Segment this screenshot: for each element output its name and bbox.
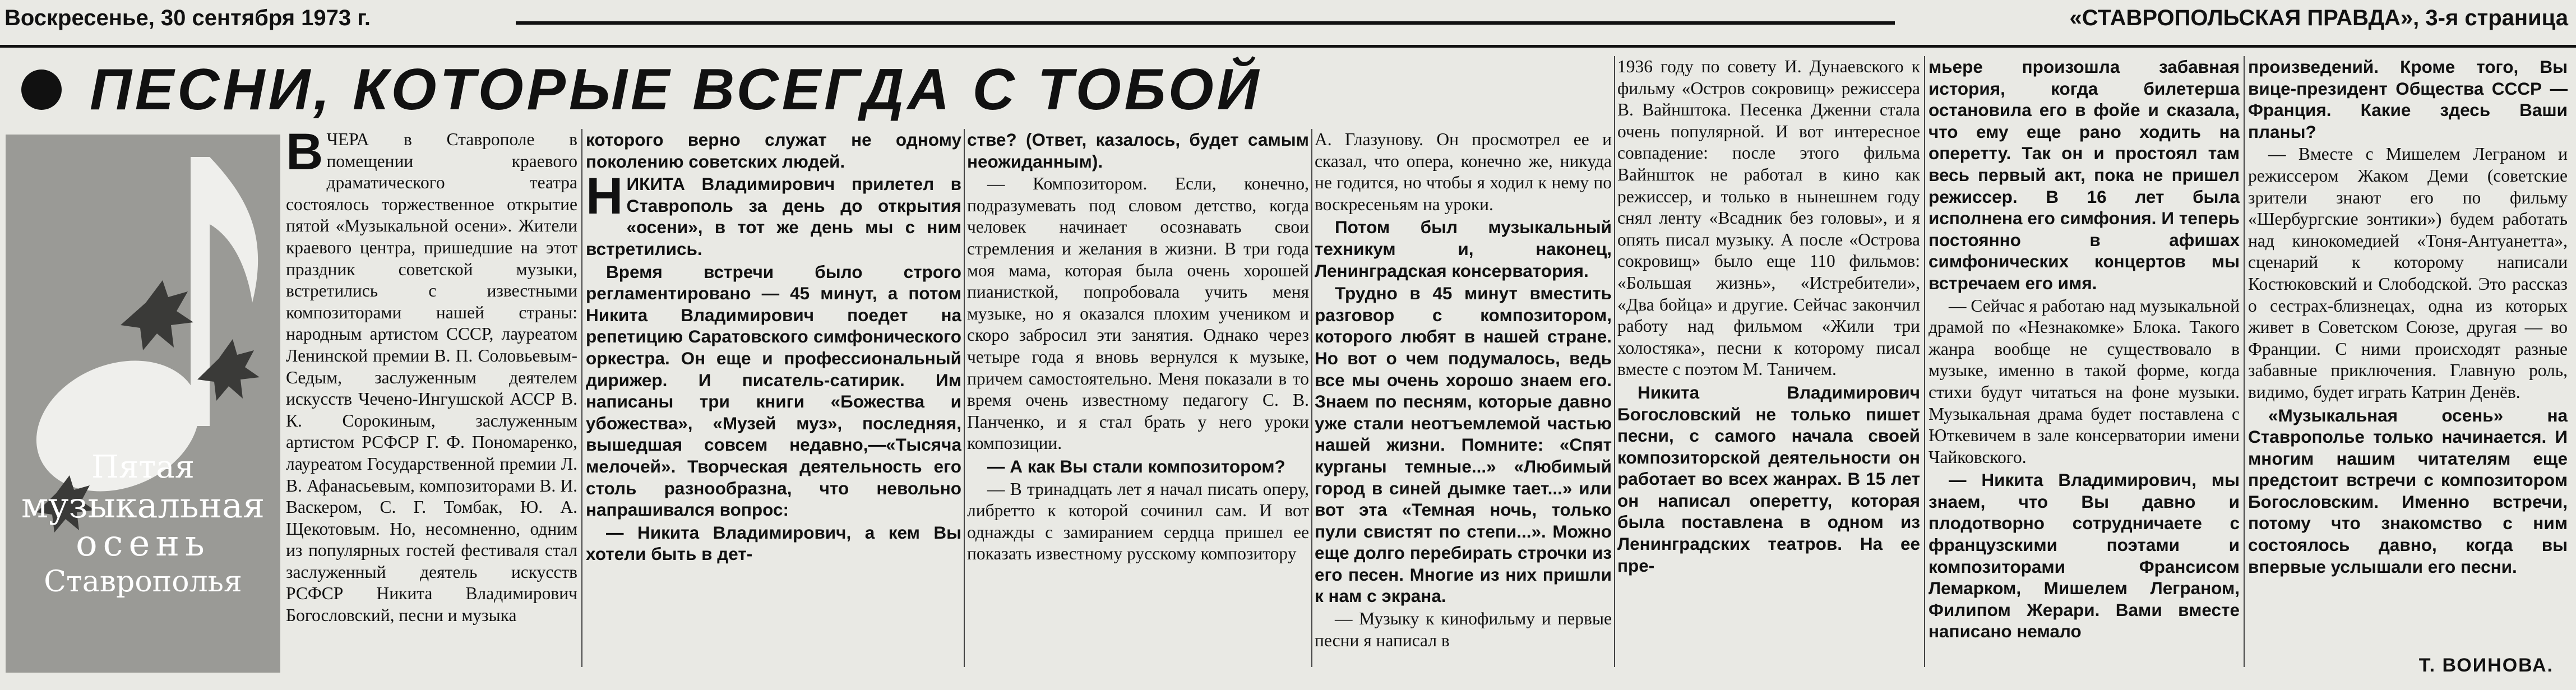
column-divider <box>1924 56 1925 667</box>
column-divider <box>2244 56 2245 667</box>
column-paragraph: Время встречи было строго регламентировано — 45 минут, а потом Никита Владимирович поедет на репетицию Саратовского симфонического оркестра. Он еще и профессиональный дирижер. И писатель-сатирик. Им написаны три книги «Божества и убожества», «Музей муз», последняя, вышедшая совсем недавно,—«Тысяча мелочей». Творческая деятельность его столь разнообразна, что невольно напрашивался вопрос: <box>586 261 961 520</box>
column-paragraph: Никита Владимирович Богословский не только пишет песни, с самого начала своей композиторской деятельности он работает во всех жанрах. В 15 лет он написал оперетту, которая была поставлена в одном из Ленинградских театров. На ее пре- <box>1617 382 1920 576</box>
column-6 <box>1928 56 2240 667</box>
dateline-date: Воскресенье, 30 сентября 1973 г. <box>4 6 371 30</box>
column-divider <box>964 129 965 667</box>
column-divider <box>1614 56 1615 667</box>
column-paragraph: — Сейчас я работаю над музыкальной драмой по «Незнакомке» Блока. Такого жанра вообще не существовало в музыке, именно в такой форме, когда стихи будут читаться на фоне музыки. Музыкальная драма будет поставлена с Юткевичем в зале консерватории имени Чайковского. <box>1928 295 2240 467</box>
dropcap: В <box>286 129 323 180</box>
dropcap: Н <box>586 168 623 225</box>
column-7 <box>2248 56 2568 667</box>
column-paragraph: «Музыкальная осень» на Ставрополье только начинается. И многим нашим читателям еще предстоит встречи с композитором Богословским. Именно встречи, потому что знакомство с ним состоялось давно, когда вы впервые услышали его песни. <box>2248 405 2568 577</box>
column-5 <box>1617 56 1920 667</box>
column-divider <box>581 129 582 667</box>
column-paragraph: А. Глазунову. Он просмотрел ее и сказал, что опера, конечно же, никуда не годится, но чтобы я ходил к нему по воскресеньям на уроки. <box>1315 129 1612 214</box>
column-4 <box>1315 129 1612 667</box>
column-paragraph: — Никита Владимирович, мы знаем, что Вы давно и плодотворно сотрудничаете с французскими поэтами и композиторами Франсисом Лемарком, Мишелем Леграном, Филипом Жерари. Вами вместе написано немало <box>1928 470 2240 642</box>
column-paragraph <box>286 129 577 627</box>
column-3 <box>967 129 1309 667</box>
column-paragraph: — В тринадцать лет я начал писать оперу, либретто к которой сочинил сам. И вот однажды с замиранием сердца пришел ее показать известному русскому композитору <box>967 479 1309 564</box>
column-2 <box>586 129 961 667</box>
dateline-rule <box>516 21 1895 25</box>
dateline <box>0 0 2576 48</box>
author-signature: Т. ВОИНОВА. <box>2418 655 2554 676</box>
column-paragraph: — Музыку к кинофильму и первые песни я написал в <box>1315 609 1612 650</box>
column-paragraph: Трудно в 45 минут вместить разговор с композитором, которого любят в нашей стране. Но вот о чем подумалось, ведь все мы очень хорошо знаем его. Знаем по песням, которые давно уже стали неотъемлемой частью нашей жизни. Помните: «Спят курганы темные...» «Любимый город в синей дымке тает...» или вот эта «Темная ночь, только пули свистят по степи...». Можно еще долго перебирать строчки из его песен. Многие из них пришли к нам с экрана. <box>1315 283 1612 606</box>
column-paragraph: — Никита Владимирович, а кем Вы хотели быть в дет- <box>586 522 961 564</box>
column-paragraph: 1936 году по совету И. Дунаевского к фильму «Остров сокровищ» режиссера В. Вайнштока. Песенка Дженни стала очень популярной. И вот интересное совпадение: после этого фильма Вайншток не работал в кино как режиссер, и только в нынешнем году снял ленту «Всадник без головы», и я опять писал музыку. А после «Острова сокровищ» было еще 110 фильмов: «Большая жизнь», «Истребители», «Два бойца» и другие. Сейчас закончил работу над фильмом «Жили три холостяка», песни к которому писал вместе с поэтом М. Таничем. <box>1617 57 1920 379</box>
article-headline: ПЕСНИ, КОТОРЫЕ ВСЕГДА С ТОБОЙ <box>90 57 1262 122</box>
column-1 <box>286 129 577 667</box>
column-paragraph <box>586 168 961 260</box>
headline-bullet <box>21 70 62 110</box>
festival-logo <box>6 135 280 673</box>
paragraph-text: ЧЕРА в Ставрополе в помещении краевого драматического театра состоялось торжественное открытие пятой «Музыкальной осени». Жители краевого центра, пришедшие на этот праздник советской музыки, встретились с известными композиторами нашей страны: народным артистом СССР, лауреатом Ленинской премии В. П. Соловьевым-Седым, заслуженным деятелем искусств Чечено-Ингушской АССР В. К. Сорокиным, заслуженным артистом РСФСР Г. Ф. Пономаренко, лауреатом Государственной премии Л. В. Афанасьевым, композиторами В. И. Васкером, С. Г. Томбак, Ю. А. Щекотовым. Но, несомненно, одним из популярных гостей фестиваля стал заслуженный деятель искусств РСФСР Никита Владимирович Богословский, песни и музыка <box>286 129 577 626</box>
column-paragraph: произведений. Кроме того, Вы вице-президент Общества СССР — Франция. Какие здесь Ваши планы? <box>2248 57 2568 142</box>
column-paragraph: — Вместе с Мишелем Леграном и режиссером Жаком Деми (советские зрители знают его по фильму «Шербургские зонтики») будем работать над кинокомедией «Тоня-Антуанетта», сценарий к которому написали Костюковский и Слободской. Это рассказ о сестрах-близнецах, одна из которых живет в Советском Союзе, другая — во Франции. С ними происходят разные забавные приключения. Главную роль, видимо, будет играть Катрин Денёв. <box>2248 144 2568 402</box>
column-paragraph: стве? (Ответ, казалось, будет самым неожиданным). <box>967 129 1309 172</box>
logo-line-1: Пятая <box>91 449 195 485</box>
column-paragraph: Потом был музыкальный техникум и, наконец, Ленинградская консерватория. <box>1315 217 1612 281</box>
paragraph-text: ИКИТА Владимирович прилетел в Ставрополь за день до открытия «осени», в тот же день мы с ним встретились. <box>586 174 961 259</box>
logo-line-3: осень <box>76 523 210 564</box>
dateline-newspaper: «СТАВРОПОЛЬСКАЯ ПРАВДА», 3-я страница <box>2069 6 2568 30</box>
logo-line-2: музыкальная <box>21 485 265 526</box>
column-paragraph: мьере произошла забавная история, когда билетерша остановила его в фойе и сказала, что ему еще рано ходить на оперетту. Так он и простоял там весь первый акт, пока не пришел режиссер. В 16 лет была исполнена его симфония. И теперь постоянно в афишах симфонических концертов мы встречаем его имя. <box>1928 57 2240 293</box>
festival-logo-caption <box>6 448 280 601</box>
column-paragraph: которого верно служат не одному поколению советских людей. <box>586 129 961 172</box>
column-paragraph: — Композитором. Если, конечно, подразумевать под словом детство, когда человек начинает осознавать свои стремления и желания в жизни. В три года моя мама, которая была очень хорошей пианисткой, попробовала учить меня музыке, но я оказался плохим учеником и скоро забросил эти занятия. Однако через четыре года я вновь вернулся к музыке, причем самостоятельно. Меня показали в то время очень известному педагогу С. В. Панченко, и я стал брать у него уроки композиции. <box>967 174 1309 453</box>
column-divider <box>1311 129 1312 667</box>
column-paragraph: — А как Вы стали композитором? <box>987 456 1285 476</box>
logo-line-4: Ставрополья <box>44 565 242 599</box>
